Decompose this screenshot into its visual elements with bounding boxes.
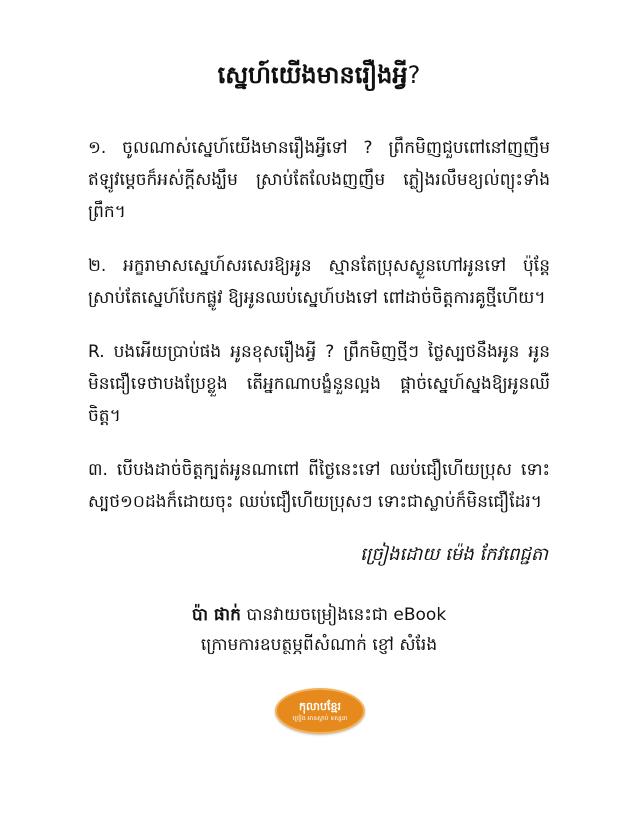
typist-name: ប៉ា ផាក់ bbox=[191, 605, 241, 625]
song-title-mark: ? bbox=[407, 61, 421, 89]
verse-1: ១. ចូលណាស់ស្នេហ៍យើងមានរឿងអ្វីទៅ ? ព្រឹកមិញជួបពៅនៅញញឹម ឥឡូវម្ដេចក៏អស់ក្ដីសង្ឃឹម ស្រាប់តែលែងញញឹម ភ្លៀងរលឹមខ្យល់ព្យុះទាំងព្រឹក។ bbox=[88, 138, 550, 222]
logo-subtitle: ច្រៀង អានស្តាប់ ទស្សនា bbox=[292, 714, 348, 722]
khmer-rose-logo bbox=[275, 688, 365, 734]
ebook-credit-line-2: ក្រោមការឧបត្ថម្ភពីសំណាក់ ខ្ញៅ សំរែង bbox=[200, 635, 438, 655]
verse-3: ៣. បើបងដាច់ចិត្តក្បត់អូនណាពៅ ពីថ្ងៃនេះទៅ ឈប់ជឿហើយប្រុស ទោះស្បថ១០ដងក៏ដោយចុះ ឈប់ជឿហើយប្រុសៗ ទោះជាស្លាប់ក៏មិនជឿដែរ។ bbox=[88, 460, 550, 512]
ebook-credit-line-1 bbox=[0, 600, 638, 630]
singer-credit: ច្រៀងដោយ ម៉េង កែវពេជ្ជតា bbox=[360, 544, 548, 565]
song-title bbox=[0, 58, 638, 92]
logo-title: កុលាបខ្មែរ bbox=[299, 699, 341, 713]
ebook-credit bbox=[0, 600, 638, 660]
typist-text: បានវាយចម្រៀងនេះជា eBook bbox=[246, 605, 447, 625]
verse-refrain: R. បងអើយប្រាប់ផង អូនខុសរឿងអ្វី ? ព្រឹកមិញថ្មីៗ ថ្លៃស្បថនឹងអូន អូនមិនជឿទេថាបងប្រែខ្លួង តើអ្នកណាបង្ខំនួនល្អង ផ្ដាច់ស្នេហ៍ស្នងឱ្យអូនឈឺចិត្ត។ bbox=[88, 342, 550, 426]
verse-2: ២. អក្ខរាមាសស្នេហ៍សរសេរឱ្យអូន ស្មានតែប្រុសស្ងួនហៅអូនទៅ ប៉ុន្តែស្រាប់តែស្នេហ៍បែកផ្លូវ ឱ្យអូនឈប់ស្នេហ៍បងទៅ ពៅដាច់ចិត្តការគូថ្មីហើយ។ bbox=[88, 256, 550, 308]
song-title-text: ស្នេហ៍យើងមានរឿងអ្វី bbox=[217, 61, 408, 89]
lyrics bbox=[88, 132, 550, 540]
